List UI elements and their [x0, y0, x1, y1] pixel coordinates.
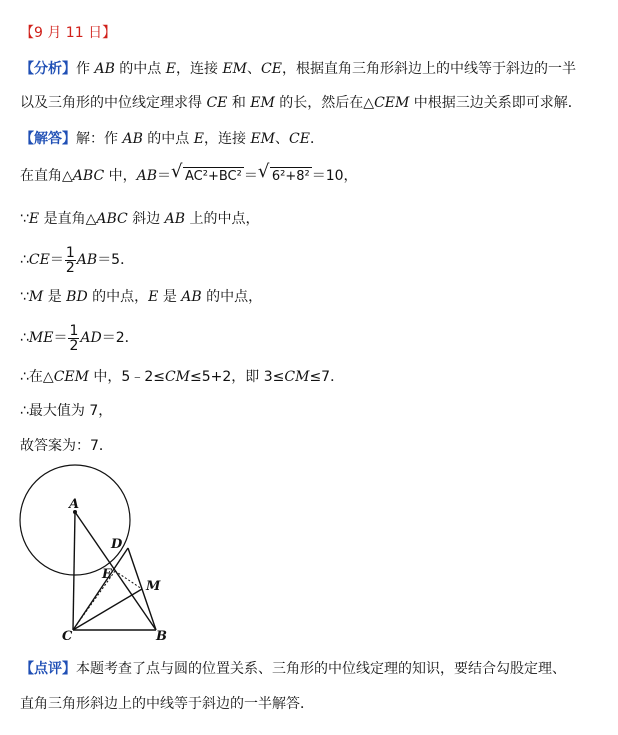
solution-line-8: ∴最大值为 7，: [20, 403, 113, 419]
text: ，根据直角三角形斜边上的中线等于斜边的一半: [281, 61, 576, 77]
comment-line-1: [20, 660, 566, 678]
solution-line-4: [20, 244, 134, 276]
solution-line-5: [20, 288, 262, 306]
text: 在直角△: [20, 168, 73, 184]
text: 作: [76, 61, 95, 77]
text: ∴: [20, 330, 29, 346]
var: E: [165, 61, 176, 77]
solution-line-3: [20, 210, 260, 228]
solution-line-1: [20, 130, 324, 148]
var: AB: [164, 211, 186, 227]
text: 以及三角形的中位线定理求得: [20, 95, 207, 111]
text: 的中点，: [201, 289, 263, 305]
text: ＝10，: [311, 168, 358, 184]
var: CM: [164, 369, 191, 385]
numerator: 1: [69, 322, 79, 339]
var: EM: [222, 61, 248, 77]
text: ∴: [20, 252, 29, 268]
var: CM: [284, 369, 310, 385]
var: CE: [261, 61, 282, 77]
fraction: [65, 246, 76, 275]
label-m: M: [146, 579, 161, 594]
var: EM: [250, 131, 276, 147]
var: CE: [206, 95, 228, 111]
var: CEM: [53, 369, 89, 385]
var: AB: [136, 168, 158, 184]
denominator: 2: [69, 337, 79, 354]
label-c: C: [62, 629, 73, 644]
analysis-line-2: [20, 94, 582, 112]
text: 的中点，: [87, 289, 149, 305]
text: ＝: [49, 252, 64, 268]
text: ≤5+2，即 3≤: [190, 369, 285, 385]
var: AB: [181, 289, 202, 305]
text: 上的中点，: [185, 211, 260, 227]
sqrt-expression: √ AC²+BC²: [171, 161, 242, 184]
analysis-label: 【分析】: [20, 61, 76, 77]
text: 的中点: [142, 131, 194, 147]
text: 是: [158, 289, 182, 305]
radicand: AC²+BC²: [185, 169, 242, 184]
segment-em: [115, 571, 142, 589]
text: 斜边: [127, 211, 165, 227]
solution-line-9: 故答案为：7．: [20, 438, 113, 454]
segment-cm: [73, 589, 142, 630]
numerator: 1: [65, 244, 75, 261]
var: CEM: [374, 95, 410, 111]
var: CE: [28, 252, 50, 268]
var: AD: [80, 330, 102, 346]
text: 的长，然后在△: [274, 95, 375, 111]
var: E: [148, 289, 159, 305]
text: ≤7．: [309, 369, 345, 385]
solution-line-2: [20, 161, 358, 186]
segment-ac: [73, 512, 75, 630]
var: E: [28, 211, 40, 227]
text: ＝2．: [101, 330, 139, 346]
label-b: B: [156, 629, 167, 644]
text: 、: [275, 131, 290, 147]
text: ∵: [20, 211, 29, 227]
solution-label: 【解答】: [20, 131, 76, 147]
var: M: [28, 289, 44, 305]
var: ABC: [72, 168, 105, 184]
var: AB: [94, 61, 115, 77]
analysis-line-1: [20, 60, 576, 78]
text: ＝: [157, 168, 172, 184]
text: ．: [309, 131, 324, 147]
date-tag: 【9 月 11 日】: [20, 25, 117, 41]
fraction: [68, 324, 79, 353]
text: 和: [227, 95, 251, 111]
text: 、: [247, 61, 262, 77]
text: ＝: [243, 168, 258, 184]
solution-line-6: [20, 322, 139, 354]
text: ，连接: [176, 61, 223, 77]
var: CE: [289, 131, 310, 147]
sqrt-expression: √ 6²+8²: [257, 161, 310, 184]
solution-line-7: [20, 368, 344, 386]
var: ME: [28, 330, 54, 346]
var: ABC: [96, 211, 128, 227]
radicand: 6²+8²: [271, 169, 310, 184]
var: BD: [66, 289, 88, 305]
var: E: [193, 131, 204, 147]
var: AB: [122, 131, 143, 147]
text: ＝: [53, 330, 68, 346]
text: 是: [43, 289, 67, 305]
text: 本题考查了点与圆的位置关系、三角形的中位线定理的知识，要结合勾股定理、: [76, 661, 566, 677]
text: 解：作: [76, 131, 123, 147]
text: ＝5．: [97, 252, 135, 268]
text: 中根据三边关系即可求解．: [409, 95, 582, 111]
denominator: 2: [65, 259, 75, 276]
label-a: A: [69, 497, 80, 512]
text: ∵: [20, 289, 29, 305]
comment-label: 【点评】: [20, 661, 76, 677]
text: ∴在△: [20, 369, 54, 385]
text: 中，5﹣2≤: [88, 369, 165, 385]
text: 的中点: [114, 61, 166, 77]
text: 是直角△: [39, 211, 97, 227]
label-e: E: [102, 567, 112, 582]
var: AB: [76, 252, 98, 268]
geometry-figure: [18, 462, 188, 647]
text: 中，: [104, 168, 137, 184]
comment-line-2: 直角三角形斜边上的中线等于斜边的一半解答．: [20, 696, 314, 712]
text: ，连接: [204, 131, 251, 147]
var: EM: [250, 95, 275, 111]
label-d: D: [111, 537, 123, 552]
